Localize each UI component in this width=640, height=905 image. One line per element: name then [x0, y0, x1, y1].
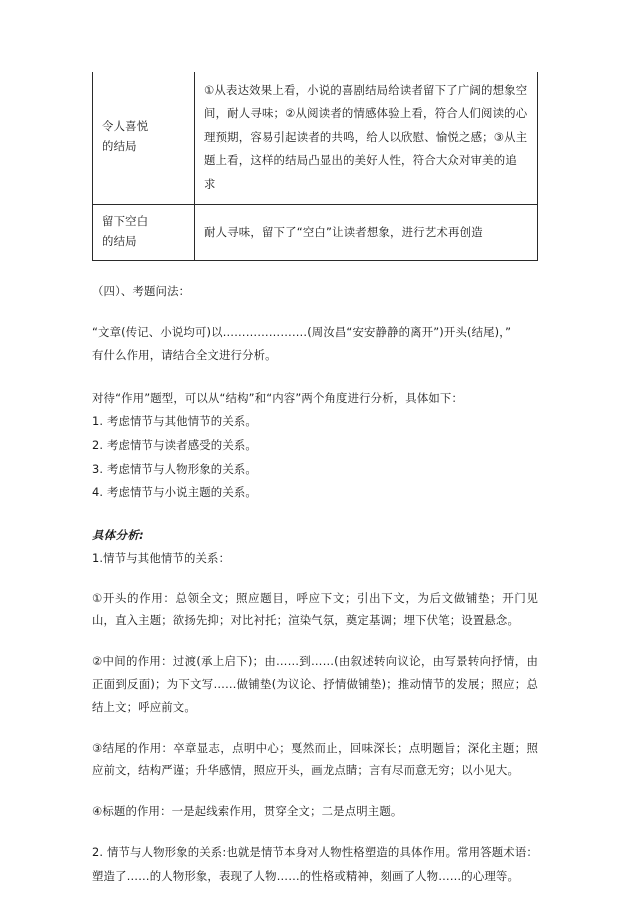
table-row-label-line-1: 留下空白	[102, 213, 149, 228]
analysis-point-1: ①开头的作用：总领全文；照应题目，呼应下文；引出下文，为后文做铺垫；开门见山，直入主题；欲扬先抑；对比衬托；渲染气氛，奠定基调；埋下伏笔；设置悬念。	[92, 590, 538, 628]
character-relation-title: 2. 情节与人物形象的关系:也就是情节本身对人物性格塑造的具体作用。常用答题术语：	[92, 845, 538, 860]
question-prompt-line-1: “文章(传记、小说均可)以………………….(周汝昌“安安静静的离开”)开头(结尾)，”	[92, 325, 512, 340]
table-row-label-line-2: 的结局	[102, 139, 137, 154]
approach-list	[92, 410, 538, 504]
approach-list-item-4: 4. 考虑情节与小说主题的关系。	[92, 485, 257, 500]
approach-list-item-2: 2. 考虑情节与读者感受的关系。	[92, 437, 257, 452]
question-prompt-line-2: 有什么作用，请结合全文进行分析。	[92, 347, 277, 362]
table-row	[93, 72, 538, 204]
ending-types-table	[92, 72, 538, 261]
analysis-point-4: ④标题的作用：一是起线索作用，贯穿全文；二是点明主题。	[92, 804, 403, 819]
table-row-body	[195, 72, 538, 204]
question-prompt	[92, 321, 538, 367]
approach-intro: 对待“作用”题型，可以从“结构”和“内容”两个角度进行分析，具体如下：	[92, 390, 463, 405]
section-heading: （四）、考题问法：	[92, 283, 191, 298]
document-content	[92, 72, 538, 887]
table-row	[93, 204, 538, 260]
character-relation-body: 塑造了……的人物形象，表现了人物……的性格或精神，刻画了人物……的心理等。	[92, 868, 520, 883]
table-row-label-line-1: 令人喜悦	[102, 119, 149, 134]
analysis-point-3: ③结尾的作用：卒章显志，点明中心；戛然而止，回味深长；点明题旨；深化主题；照应前文，结构严谨；升华感情，照应开头，画龙点睛；言有尽而意无穷；以小见大。	[92, 740, 538, 778]
analysis-point-2: ②中间的作用：过渡(承上启下)；由……到……(由叙述转向议论，由写景转向抒情，由正面到反面)；为下文写……做铺垫(为议论、抒情做铺垫)；推动情节的发展；照应；总结上文；呼应前文。	[92, 654, 538, 714]
approach-list-item-3: 3. 考虑情节与人物形象的关系。	[92, 461, 257, 476]
analysis-subheading: 1.情节与其他情节的关系：	[92, 551, 231, 566]
table-row-label	[93, 204, 195, 260]
table-row-body-text: ①从表达效果上看，小说的喜剧结局给读者留下了广阔的想象空间，耐人寻味；②从阅读者的情感体验上看，符合人们阅读的心理预期，容易引起读者的共鸣，给人以欣慰、愉悦之感；③从主题上看，这样的结局凸显出的美好人性，符合大众对审美的追求	[204, 83, 528, 191]
analysis-heading: 具体分析:	[92, 528, 145, 543]
table-row-body-text: 耐人寻味，留下了“空白”让读者想象，进行艺术再创造	[204, 224, 483, 239]
table-row-label-line-2: 的结局	[102, 233, 137, 248]
approach-list-item-1: 1. 考虑情节与其他情节的关系。	[92, 413, 257, 428]
table-row-label	[93, 72, 195, 204]
table-row-body	[195, 204, 538, 260]
